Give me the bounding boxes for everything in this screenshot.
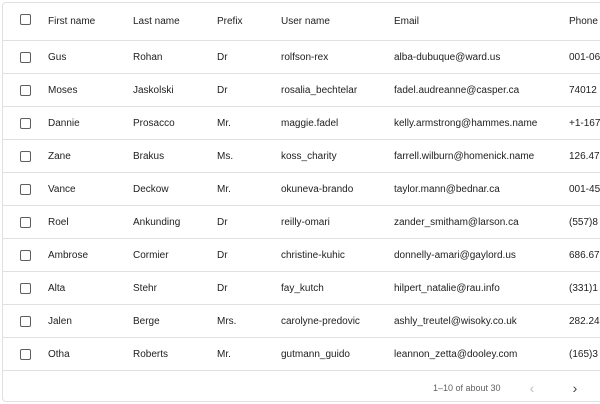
cell-prefix: Ms. [217, 151, 234, 162]
pagination-footer [3, 371, 600, 402]
cell-last-name: Rohan [133, 52, 163, 63]
next-page-button[interactable] [566, 379, 584, 397]
cell-phone: (557)8 [569, 217, 598, 228]
cell-prefix: Mrs. [217, 316, 237, 327]
row-checkbox-cell[interactable] [3, 74, 47, 106]
table-row[interactable] [3, 107, 600, 140]
cell-first-name: Ambrose [48, 250, 89, 261]
column-header-username[interactable]: User name [281, 16, 330, 27]
cell-last-name: Ankunding [133, 217, 181, 228]
select-all-checkbox[interactable] [20, 14, 31, 25]
cell-first-name: Otha [48, 349, 70, 360]
table-row[interactable] [3, 338, 600, 371]
table-header [3, 3, 600, 41]
cell-username: koss_charity [281, 151, 337, 162]
cell-email: ashly_treutel@wisoky.co.uk [394, 316, 517, 327]
row-checkbox-cell[interactable] [3, 272, 47, 304]
cell-last-name: Stehr [133, 283, 157, 294]
header-checkbox-cell[interactable] [3, 3, 47, 40]
cell-prefix: Mr. [217, 184, 231, 195]
cell-first-name: Jalen [48, 316, 72, 327]
cell-last-name: Berge [133, 316, 160, 327]
cell-email: farrell.wilburn@homenick.name [394, 151, 535, 162]
cell-phone: 001-06 [569, 52, 600, 63]
row-checkbox-cell[interactable] [3, 173, 47, 205]
cell-phone: (165)3 [569, 349, 598, 360]
row-checkbox-cell[interactable] [3, 206, 47, 238]
cell-username: reilly-omari [281, 217, 330, 228]
cell-last-name: Prosacco [133, 118, 175, 129]
cell-username: christine-kuhic [281, 250, 345, 261]
cell-username: okuneva-brando [281, 184, 354, 195]
cell-first-name: Dannie [48, 118, 80, 129]
table-row[interactable] [3, 140, 600, 173]
cell-email: leannon_zetta@dooley.com [394, 349, 518, 360]
cell-username: rolfson-rex [281, 52, 329, 63]
cell-prefix: Dr [217, 85, 228, 96]
row-checkbox-cell[interactable] [3, 305, 47, 337]
cell-first-name: Alta [48, 283, 66, 294]
cell-last-name: Deckow [133, 184, 169, 195]
cell-email: donnelly-amari@gaylord.us [394, 250, 516, 261]
row-checkbox[interactable] [20, 349, 31, 360]
table-row[interactable] [3, 74, 600, 107]
cell-phone: 686.67 [569, 250, 600, 261]
row-checkbox[interactable] [20, 217, 31, 228]
cell-email: fadel.audreanne@casper.ca [394, 85, 520, 96]
column-header-prefix[interactable]: Prefix [217, 16, 243, 27]
cell-email: hilpert_natalie@rau.info [394, 283, 500, 294]
column-header-email[interactable]: Email [394, 16, 420, 27]
cell-email: kelly.armstrong@hammes.name [394, 118, 538, 129]
row-checkbox[interactable] [20, 118, 31, 129]
row-checkbox[interactable] [20, 316, 31, 327]
cell-last-name: Roberts [133, 349, 169, 360]
row-checkbox[interactable] [20, 52, 31, 63]
cell-first-name: Zane [48, 151, 71, 162]
cell-last-name: Cormier [133, 250, 169, 261]
row-checkbox[interactable] [20, 250, 31, 261]
cell-username: maggie.fadel [281, 118, 339, 129]
cell-first-name: Vance [48, 184, 76, 195]
row-checkbox-cell[interactable] [3, 41, 47, 73]
cell-email: taylor.mann@bednar.ca [394, 184, 500, 195]
table-row[interactable] [3, 239, 600, 272]
table-row[interactable] [3, 173, 600, 206]
row-checkbox[interactable] [20, 283, 31, 294]
previous-page-button[interactable] [523, 379, 541, 397]
cell-first-name: Roel [48, 217, 69, 228]
data-grid [2, 2, 600, 402]
row-checkbox-cell[interactable] [3, 107, 47, 139]
cell-phone: 74012 [569, 85, 597, 96]
cell-username: gutmann_guido [281, 349, 350, 360]
cell-phone: +1-167 [569, 118, 600, 129]
cell-username: carolyne-predovic [281, 316, 360, 327]
cell-phone: (331)1 [569, 283, 598, 294]
cell-username: rosalia_bechtelar [281, 85, 358, 96]
cell-prefix: Dr [217, 52, 228, 63]
cell-phone: 126.47 [569, 151, 600, 162]
cell-email: alba-dubuque@ward.us [394, 52, 501, 63]
cell-last-name: Brakus [133, 151, 165, 162]
cell-username: fay_kutch [281, 283, 324, 294]
cell-first-name: Gus [48, 52, 67, 63]
row-checkbox-cell[interactable] [3, 239, 47, 271]
table-row[interactable] [3, 41, 600, 74]
row-checkbox[interactable] [20, 151, 31, 162]
cell-prefix: Dr [217, 283, 228, 294]
chevron-right-icon: › [572, 380, 578, 396]
cell-phone: 282.24 [569, 316, 600, 327]
pagination-info: 1–10 of about 30 [433, 383, 501, 393]
column-header-phone[interactable]: Phone [569, 16, 598, 27]
row-checkbox-cell[interactable] [3, 338, 47, 370]
table-row[interactable] [3, 206, 600, 239]
table-row[interactable] [3, 272, 600, 305]
cell-last-name: Jaskolski [133, 85, 174, 96]
row-checkbox[interactable] [20, 85, 31, 96]
cell-first-name: Moses [48, 85, 78, 96]
chevron-left-icon: ‹ [529, 380, 535, 396]
row-checkbox[interactable] [20, 184, 31, 195]
table-row[interactable] [3, 305, 600, 338]
cell-prefix: Dr [217, 217, 228, 228]
column-header-last-name[interactable]: Last name [133, 16, 180, 27]
cell-prefix: Mr. [217, 118, 231, 129]
cell-email: zander_smitham@larson.ca [394, 217, 519, 228]
cell-prefix: Mr. [217, 349, 231, 360]
cell-phone: 001-45 [569, 184, 600, 195]
cell-prefix: Dr [217, 250, 228, 261]
row-checkbox-cell[interactable] [3, 140, 47, 172]
column-header-first-name[interactable]: First name [48, 16, 96, 27]
